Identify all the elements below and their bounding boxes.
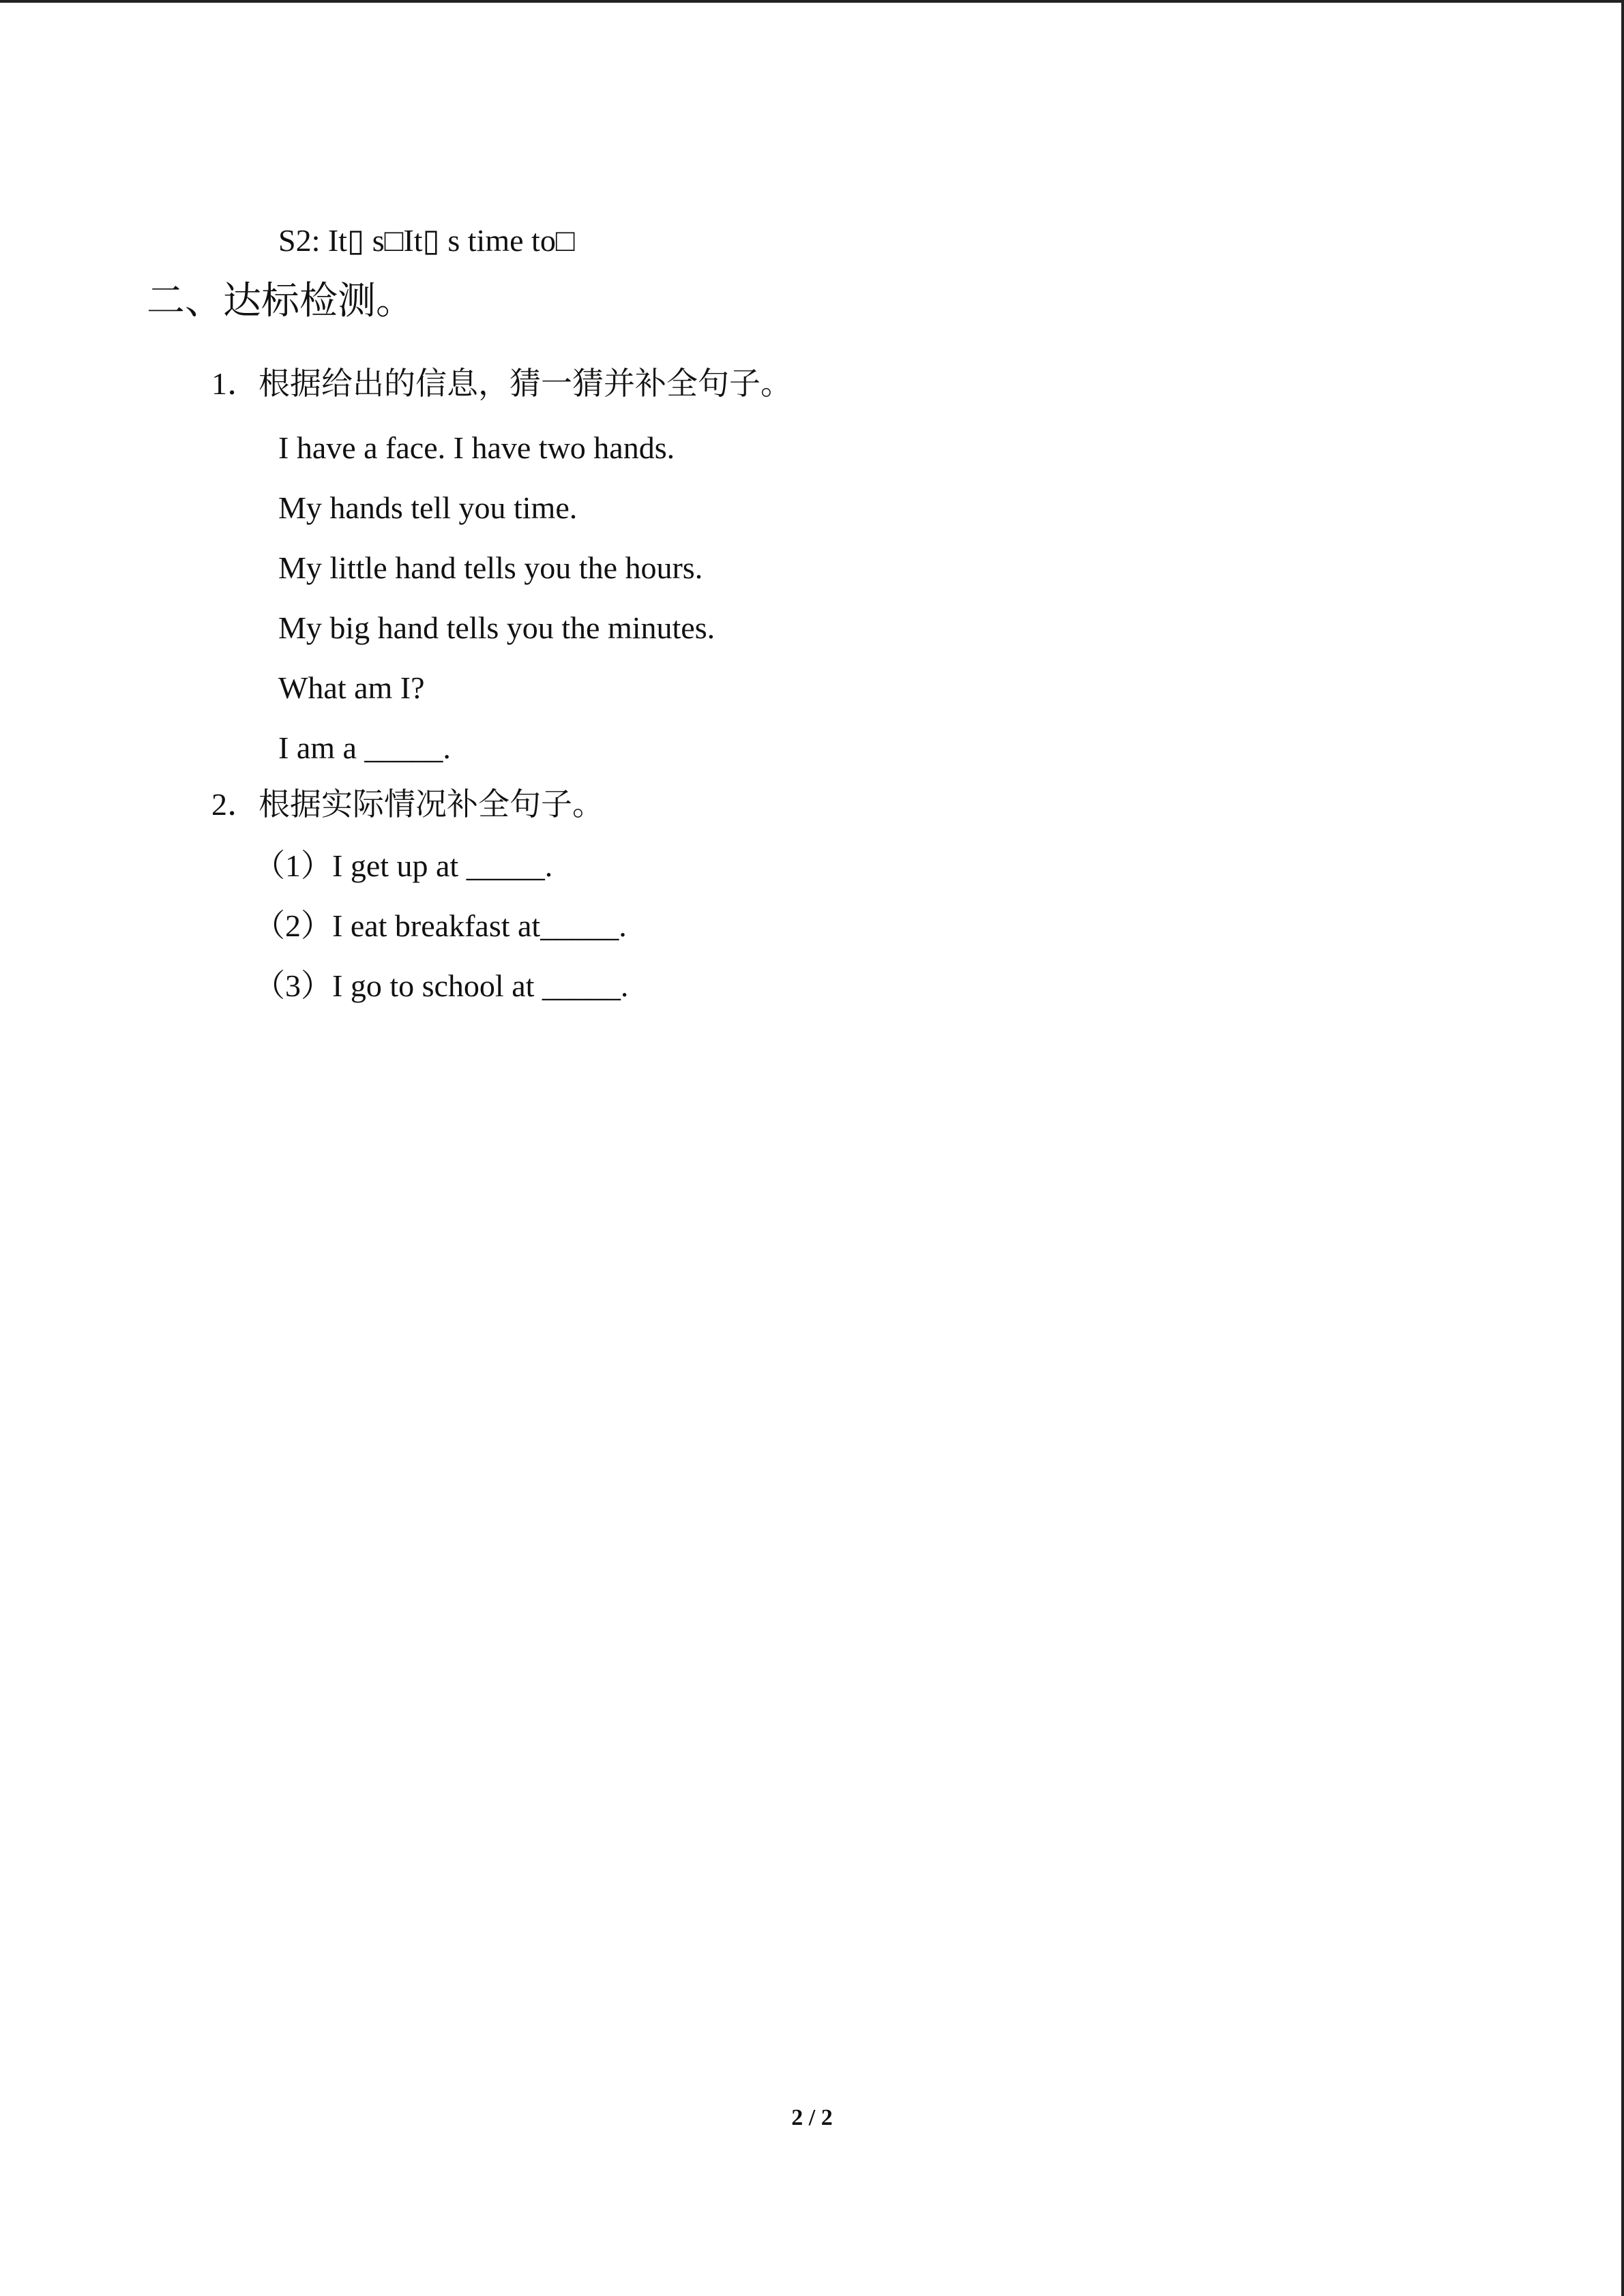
question-1-line-1: I have a face. I have two hands. (278, 430, 675, 465)
section-heading: 二、达标检测。 (147, 280, 414, 323)
question-1-line-3: My little hand tells you the hours. (278, 550, 703, 585)
question-1-line-2: My hands tell you time. (278, 490, 578, 525)
question-1-line-5: What am I? (278, 670, 425, 705)
dialogue-line: S2: It▯ s□It▯ s time to□ (278, 223, 575, 258)
question-1-label: 1．根据给出的信息，猜一猜并补全句子。 (211, 366, 792, 401)
question-1-line-4: My big hand tells you the minutes. (278, 610, 715, 645)
question-2-item-2: （2）I eat breakfast at_____. (254, 908, 627, 943)
question-1-answer-line: I am a _____. (278, 730, 451, 765)
question-2-label: 2．根据实际情况补全句子。 (211, 787, 604, 822)
question-2-item-3: （3）I go to school at _____. (254, 968, 629, 1003)
page-number: 2 / 2 (791, 2105, 833, 2130)
question-2-item-1: （1）I get up at _____. (254, 848, 553, 883)
